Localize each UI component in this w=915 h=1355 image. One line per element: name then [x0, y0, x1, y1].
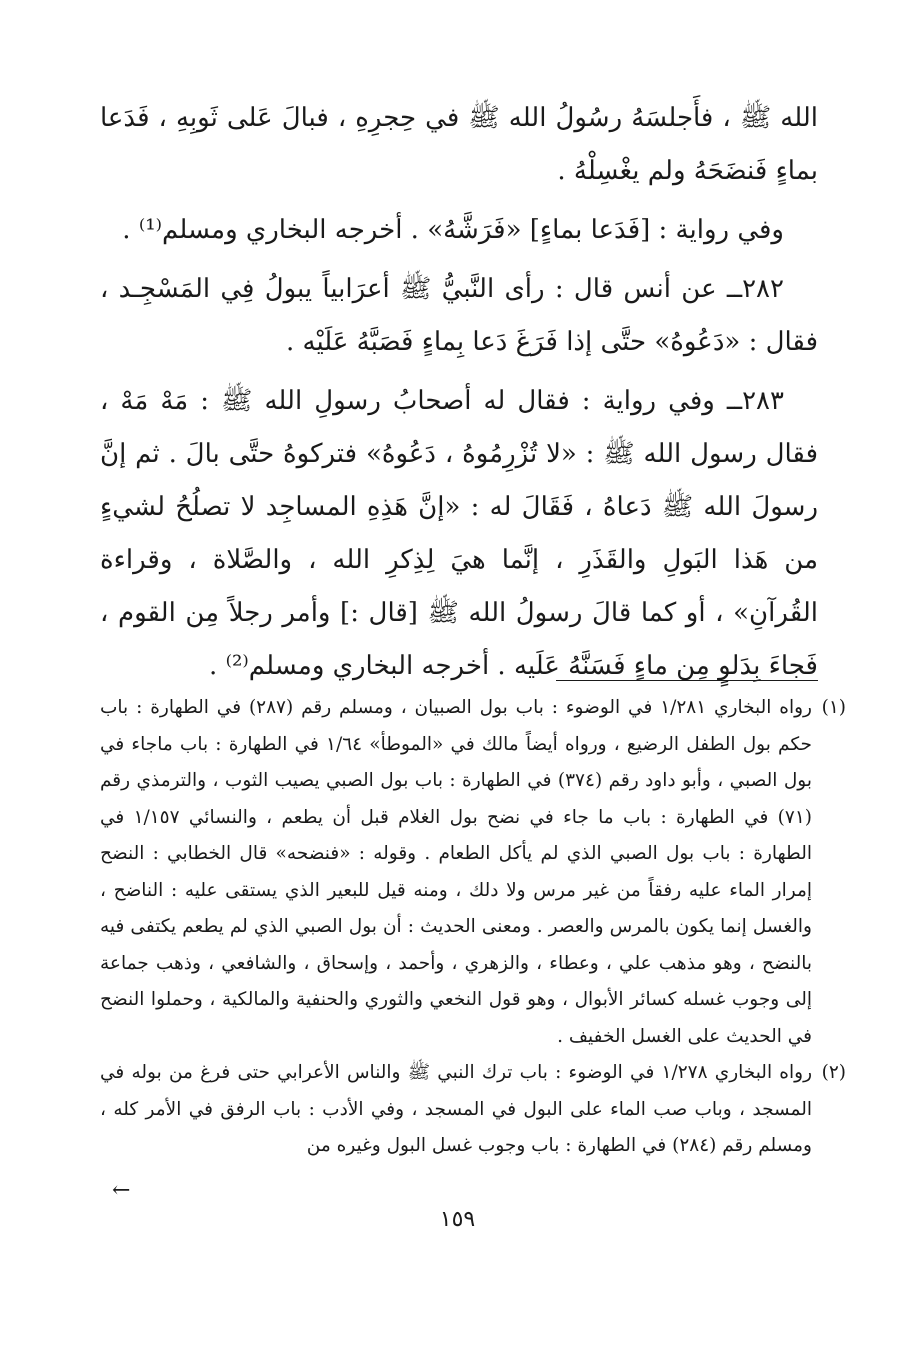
footnote-marker: (١): [821, 697, 846, 718]
paragraph-continuation: الله ﷺ ، فأَجلسَهُ رسُولُ الله ﷺ في حِجرِهِ ، فبالَ عَلى ثَوبِهِ ، فَدَعا بماءٍ فَنضَحَهُ ولم يغْسِلْهُ .: [100, 103, 818, 186]
footnote-text: رواه البخاري ١/٢٨١ في الوضوء : باب بول الصبيان ، ومسلم رقم (٢٨٧) في الطهارة : باب حكم بول الطفل الرضيع ، ورواه أيضاً مالك في «الموطأ» ١/٦٤ في الطهارة : باب ماجاء في بول الصبي ، وأبو داود رقم (٣٧٤) في الطهارة : باب بول الصبي يصيب الثوب ، والترمذي رقم (٧١) في الطهارة : باب ما جاء في نضح بول الغلام قبل أن يطعم ، والنسائي ١/١٥٧ في الطهارة : باب بول الصبي الذي لم يأكل الطعام . وقوله : «فنضحه» قال الخطابي : النضح إمرار الماء عليه رفقاً من غير مرس ولا دلك ، ومنه قيل للبعير الذي يستقى عليه : الناضح ، والغسل إنما يكون بالمرس والعصر . ومعنى الحديث : أن بول الصبي الذي لم يطعم يكتفى فيه بالنضح ، وهو مذهب علي ، وعطاء ، والزهري ، وأحمد ، وإسحاق ، والشافعي ، وذهب جماعة إلى وجوب غسله كسائر الأبوال ، وهو قول النخعي والثوري والحنفية والمالكية ، وحملوا النضح في الحديث على الغسل الخفيف .: [100, 697, 812, 1047]
main-text: [100, 92, 818, 699]
footnotes: [100, 690, 846, 1165]
continuation-arrow-icon: ←: [112, 1178, 131, 1203]
footnote-1: [100, 690, 846, 1055]
footnote-text: رواه البخاري ١/٢٧٨ في الوضوء : باب ترك النبي ﷺ والناس الأعرابي حتى فرغ من بوله في المسجد ، وباب صب الماء على البول في المسجد ، وفي الأدب : باب الرفق في الأمر كله ، ومسلم رقم (٢٨٤) في الطهارة : باب وجوب غسل البول وغيره من: [100, 1062, 812, 1156]
footnote-marker: (٢): [821, 1062, 846, 1083]
paragraph-hadith-283: ٢٨٣ــ وفي رواية : فقال له أصحابُ رسولِ الله ﷺ : مَهْ مَهْ ، فقال رسول الله ﷺ : «لا تُزْرِمُوهُ ، دَعُوهُ» فتركوهُ حتَّى بالَ . ثم إنَّ رسولَ الله ﷺ دَعاهُ ، فَقَالَ له : «إنَّ هَذِهِ المساجِد لا تصلُحُ لشيءٍ من هَذا البَولِ والقَذَرِ ، إنَّما هيَ لِذِكرِ الله ، والصَّلاة ، وقراءة القُرآنِ» ، أو كما قالَ رسولُ الله ﷺ [قال :] وأمر رجلاً مِن القوم ، فَجاءَ بِدَلوٍ مِن ماءٍ فَسَنَّهُ عَلَيه . أخرجه البخاري ومسلم⁽²⁾ .: [100, 386, 818, 681]
page-number: ١٥٩: [439, 1207, 476, 1232]
footnote-2: [100, 1055, 846, 1165]
paragraph-hadith-282: ٢٨٢ــ عن أنس قال : رأى النَّبيُّ ﷺ أعرَابياً يبولُ فِي المَسْجِـد ، فقال : «دَعُوهُ» حتَّى إذا فَرَغَ دَعا بِماءٍ فَصَبَّهُ عَلَيْه .: [100, 274, 818, 357]
footnote-separator: [556, 680, 818, 681]
paragraph-variant-narration: وفي رواية : [فَدَعا بماءٍ] «فَرَشَّهُ» . أخرجه البخاري ومسلم⁽¹⁾ .: [122, 215, 784, 245]
